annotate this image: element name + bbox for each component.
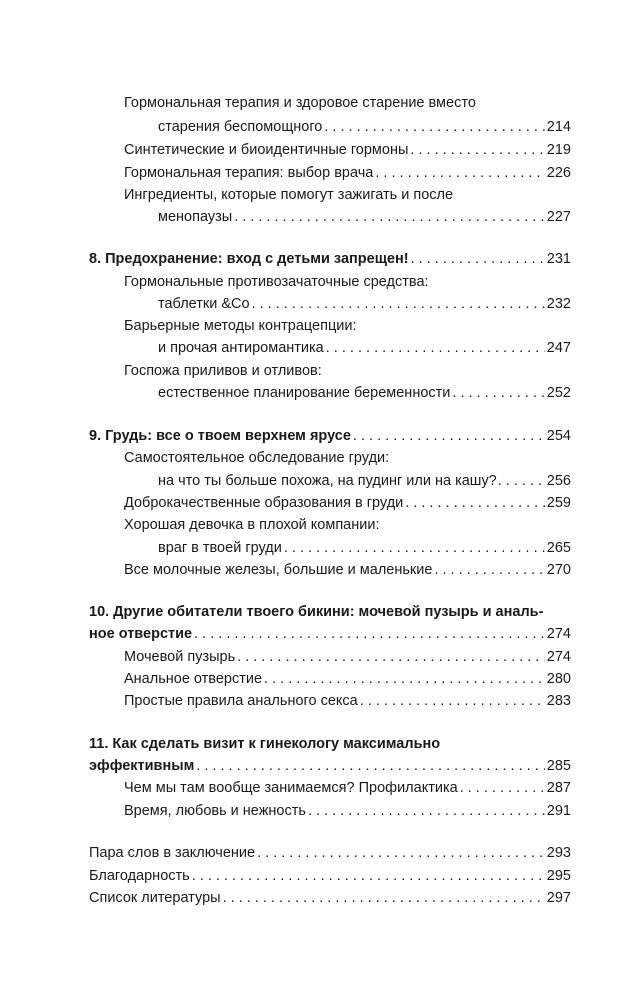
toc-entry bbox=[158, 336, 571, 360]
leader-dots bbox=[234, 205, 545, 229]
toc-entry bbox=[158, 536, 571, 560]
toc-entry-text: Благодарность bbox=[89, 868, 190, 884]
toc-entry-text: Мочевой пузырь bbox=[124, 649, 236, 665]
toc-entry bbox=[124, 776, 571, 800]
toc-page-number: 274 bbox=[546, 626, 571, 642]
toc-entry-text: Все молочные железы, большие и маленькие bbox=[124, 562, 433, 578]
leader-dots bbox=[434, 558, 544, 582]
toc-back-matter bbox=[89, 886, 571, 910]
toc-chapter-title: 9. Грудь: все о твоем верхнем ярусе bbox=[89, 428, 351, 444]
toc-entry bbox=[158, 292, 571, 316]
toc-page-number: 274 bbox=[546, 649, 571, 665]
toc-entry bbox=[158, 469, 571, 493]
leader-dots bbox=[405, 491, 545, 515]
leader-dots bbox=[410, 138, 544, 162]
toc-entry bbox=[124, 183, 571, 207]
toc-chapter-title: эффективным bbox=[89, 758, 195, 774]
toc-entry bbox=[124, 161, 571, 185]
leader-dots bbox=[360, 689, 545, 713]
leader-dots bbox=[324, 115, 544, 139]
toc-entry-text: враг в твоей груди bbox=[158, 540, 282, 556]
toc-page-number: 231 bbox=[546, 251, 571, 267]
toc-page-number: 219 bbox=[546, 142, 571, 158]
toc-entry-text: естественное планирование беременности bbox=[158, 385, 451, 401]
toc-page-number: 254 bbox=[546, 428, 571, 444]
toc-entry-text: старения беспомощного bbox=[158, 119, 323, 135]
leader-dots bbox=[498, 469, 546, 493]
toc-chapter-title: 11. Как сделать визит к гинекологу максимально bbox=[89, 736, 441, 752]
toc-page-number: 283 bbox=[546, 693, 571, 709]
leader-dots bbox=[223, 886, 545, 910]
toc-page-number: 270 bbox=[546, 562, 571, 578]
toc-entry bbox=[158, 115, 571, 139]
toc-entry-text: Пара слов в заключение bbox=[89, 845, 256, 861]
toc-entry-text: Ингредиенты, которые помогут зажигать и после bbox=[124, 187, 454, 203]
toc-page-number: 280 bbox=[546, 671, 571, 687]
leader-dots bbox=[460, 776, 545, 800]
toc-chapter-title: ное отверстие bbox=[89, 626, 193, 642]
leader-dots bbox=[264, 667, 545, 691]
toc-entry bbox=[158, 381, 571, 405]
toc-page-number: 285 bbox=[546, 758, 571, 774]
leader-dots bbox=[237, 645, 545, 669]
toc-entry-text: Чем мы там вообще занимаемся? Профилактика bbox=[124, 780, 458, 796]
toc-entry-text: Доброкачественные образования в груди bbox=[124, 495, 404, 511]
toc-entry bbox=[124, 491, 571, 515]
toc-page-number: 256 bbox=[546, 473, 571, 489]
toc-entry bbox=[124, 138, 571, 162]
leader-dots bbox=[308, 799, 545, 823]
toc-page-number: 252 bbox=[546, 385, 571, 401]
leader-dots bbox=[411, 247, 545, 271]
toc-entry-text: Гормональная терапия: выбор врача bbox=[124, 165, 374, 181]
toc-entry-text: Синтетические и биоидентичные гормоны bbox=[124, 142, 409, 158]
toc-entry bbox=[124, 359, 571, 383]
toc-entry-text: Гормональные противозачаточные средства: bbox=[124, 274, 429, 290]
leader-dots bbox=[196, 754, 544, 778]
toc-page-number: 295 bbox=[546, 868, 571, 884]
toc-page-number: 287 bbox=[546, 780, 571, 796]
toc-entry-text: Простые правила анального секса bbox=[124, 693, 358, 709]
toc-page-number: 214 bbox=[546, 119, 571, 135]
toc-entry-text: Анальное отверстие bbox=[124, 671, 263, 687]
toc-entry bbox=[124, 645, 571, 669]
leader-dots bbox=[194, 622, 545, 646]
toc-entry bbox=[124, 446, 571, 470]
toc-page-number: 227 bbox=[546, 209, 571, 225]
toc-entry bbox=[124, 667, 571, 691]
toc-entry bbox=[124, 799, 571, 823]
toc-chapter-10 bbox=[89, 600, 571, 624]
toc-entry-text: Список литературы bbox=[89, 890, 221, 906]
toc-chapter-10-cont bbox=[89, 622, 571, 646]
toc-page-number: 232 bbox=[546, 296, 571, 312]
toc-page-number: 247 bbox=[546, 340, 571, 356]
leader-dots bbox=[353, 424, 545, 448]
toc-entry-text: Барьерные методы контрацепции: bbox=[124, 318, 357, 334]
leader-dots bbox=[257, 841, 545, 865]
toc-entry-text: на что ты больше похожа, на пудинг или на кашу? bbox=[158, 473, 497, 489]
toc-page-number: 259 bbox=[546, 495, 571, 511]
toc-entry-text: менопаузы bbox=[158, 209, 233, 225]
toc-chapter-title: 10. Другие обитатели твоего бикини: мочевой пузырь и аналь- bbox=[89, 604, 544, 620]
toc-entry bbox=[158, 205, 571, 229]
toc-chapter-11 bbox=[89, 732, 571, 756]
leader-dots bbox=[252, 292, 545, 316]
toc-page-number: 297 bbox=[546, 890, 571, 906]
toc-chapter-title: 8. Предохранение: вход с детьми запрещен! bbox=[89, 251, 409, 267]
leader-dots bbox=[284, 536, 545, 560]
toc-entry bbox=[124, 558, 571, 582]
toc-back-matter bbox=[89, 864, 571, 888]
toc-entry-text: Гормональная терапия и здоровое старение вместо bbox=[124, 95, 476, 111]
toc-entry-text: Время, любовь и нежность bbox=[124, 803, 306, 819]
toc-entry bbox=[124, 513, 571, 537]
toc-chapter-9 bbox=[89, 424, 571, 448]
toc-page-number: 265 bbox=[546, 540, 571, 556]
leader-dots bbox=[452, 381, 544, 405]
leader-dots bbox=[326, 336, 545, 360]
toc-chapter-11-cont bbox=[89, 754, 571, 778]
toc-entry-text: Хорошая девочка в плохой компании: bbox=[124, 517, 380, 533]
toc-entry bbox=[124, 270, 571, 294]
toc-entry-text: Госпожа приливов и отливов: bbox=[124, 363, 322, 379]
toc-page-number: 293 bbox=[546, 845, 571, 861]
toc-page-number: 291 bbox=[546, 803, 571, 819]
toc-entry bbox=[124, 91, 571, 115]
leader-dots bbox=[192, 864, 545, 888]
leader-dots bbox=[375, 161, 544, 185]
toc-entry-text: таблетки &Co bbox=[158, 296, 250, 312]
toc-page-number: 226 bbox=[546, 165, 571, 181]
toc-entry bbox=[124, 689, 571, 713]
toc-entry-text: и прочая антиромантика bbox=[158, 340, 324, 356]
toc-entry bbox=[124, 314, 571, 338]
toc-entry-text: Самостоятельное обследование груди: bbox=[124, 450, 390, 466]
toc-chapter-8 bbox=[89, 247, 571, 271]
toc-back-matter bbox=[89, 841, 571, 865]
